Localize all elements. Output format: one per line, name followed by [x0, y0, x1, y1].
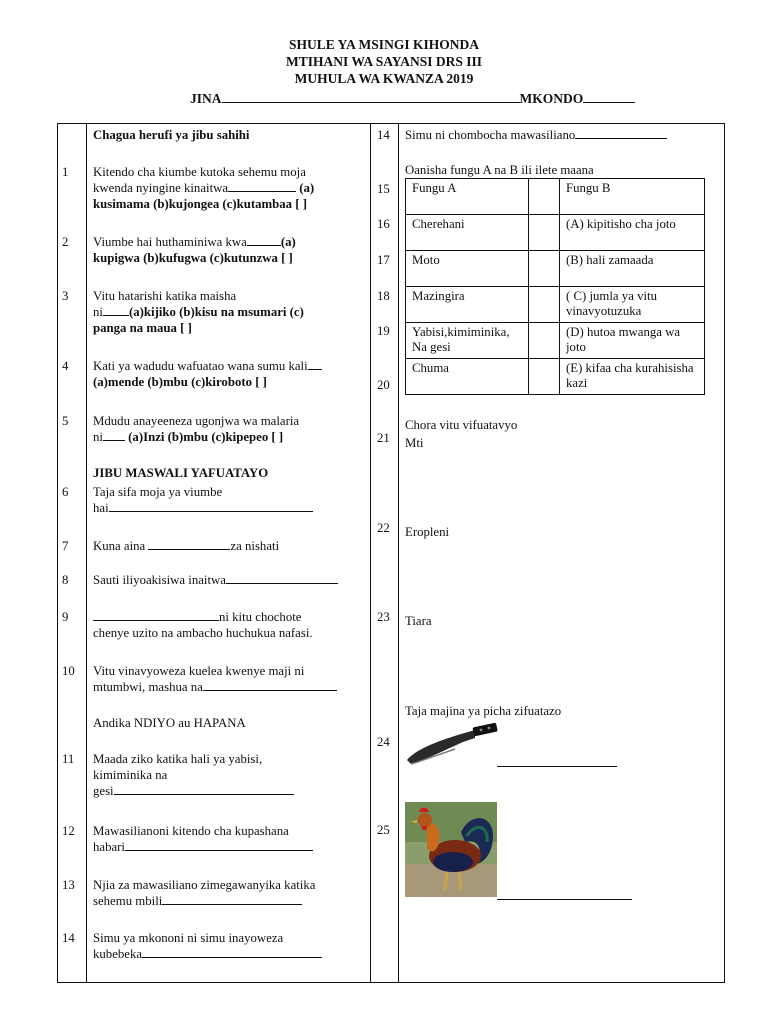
answer-blank[interactable]	[148, 538, 230, 550]
fungu-b-item: (B) hali zamaada	[560, 251, 705, 287]
question-number: 1	[62, 165, 69, 179]
picture-instruction: Taja majina ya picha zifuatazo	[405, 704, 562, 718]
stream-blank[interactable]	[583, 90, 635, 103]
machete-image	[405, 716, 499, 768]
answer-cell[interactable]	[529, 323, 560, 359]
question-8: Sauti iliyoakisiwa inaitwa	[93, 572, 365, 588]
question-number: 8	[62, 573, 69, 587]
answer-cell[interactable]	[529, 359, 560, 395]
draw-item-airplane: Eropleni	[405, 525, 450, 539]
matching-instruction: Oanisha fungu A na B ili ilete maana	[405, 163, 594, 177]
name-blank[interactable]	[222, 90, 520, 103]
answer-blank[interactable]	[109, 500, 313, 512]
drawing-area-tree[interactable]	[405, 455, 715, 515]
question-number: 22	[377, 521, 390, 535]
question-number: 24	[377, 735, 390, 749]
question-number: 21	[377, 431, 390, 445]
fungu-a-item: Moto	[406, 251, 529, 287]
drawing-area-airplane[interactable]	[405, 544, 715, 604]
school-name: SHULE YA MSINGI KIHONDA	[289, 37, 479, 52]
drawing-instruction: Chora vitu vifuatavyo	[405, 418, 518, 432]
fungu-a-item: Cherehani	[406, 215, 529, 251]
question-3: Vitu hatarishi katika maisha ni (a)kijiko (b)kisu na msumari (c) panga na maua [ ]	[93, 289, 304, 335]
question-number: 11	[62, 752, 75, 766]
matching-row	[406, 287, 705, 323]
answer-blank[interactable]	[308, 358, 322, 370]
fungu-a-item: Chuma	[406, 359, 529, 395]
question-13: Njia za mawasiliano zimegawanyika katika sehemu mbili	[93, 878, 316, 908]
answer-blank[interactable]	[114, 783, 294, 795]
answer-blank[interactable]	[226, 572, 338, 584]
name-label: JINA	[190, 91, 222, 106]
answer-blank[interactable]	[142, 946, 322, 958]
question-number: 16	[377, 217, 390, 231]
header-fungu-a: Fungu A	[406, 179, 529, 215]
question-number: 2	[62, 235, 69, 249]
instruction-answer-questions: JIBU MASWALI YAFUATAYO	[93, 466, 269, 480]
question-number: 25	[377, 823, 390, 837]
exam-header	[0, 36, 768, 87]
answer-blank[interactable]	[103, 304, 129, 316]
rooster-photo	[405, 802, 497, 897]
answer-blank[interactable]	[497, 755, 617, 767]
stream-label: MKONDO	[519, 91, 584, 106]
question-number: 20	[377, 378, 390, 392]
exam-title: MTIHANI WA SAYANSI DRS III	[285, 54, 483, 69]
answer-cell[interactable]	[529, 215, 560, 251]
answer-blank[interactable]	[203, 679, 337, 691]
draw-item-tree: Mti	[405, 436, 424, 450]
matching-header-row	[406, 179, 705, 215]
question-number: 13	[62, 878, 75, 892]
question-number: 6	[62, 485, 69, 499]
question-number: 3	[62, 289, 69, 303]
question-9: ni kitu chochote chenye uzito na ambacho huchukua nafasi.	[93, 610, 313, 640]
fungu-b-item: ( C) jumla ya vitu vinavyotuzuka	[560, 287, 705, 323]
header-fungu-b: Fungu B	[560, 179, 705, 215]
question-4: Kati ya wadudu wafuatao wana sumu kali (a)mende (b)mbu (c)kiroboto [ ]	[93, 358, 365, 390]
instruction-yes-no: Andika NDIYO au HAPANA	[93, 716, 246, 730]
question-number: 14	[62, 931, 75, 945]
question-6: Taja sifa moja ya viumbe hai	[93, 484, 365, 516]
matching-table	[405, 178, 705, 395]
answer-blank[interactable]	[125, 839, 313, 851]
center-column-divider	[370, 123, 371, 982]
question-1: Kitendo cha kiumbe kutoka sehemu moja kwenda nyingine kinaitwa (a) kusimama (b)kujongea (c)kutambaa [ ]	[93, 165, 315, 211]
answer-blank[interactable]	[93, 609, 219, 621]
answer-blank[interactable]	[228, 180, 296, 192]
question-7: Kuna aina za nishati	[93, 539, 280, 553]
fungu-b-item: (A) kipitisho cha joto	[560, 215, 705, 251]
question-number: 17	[377, 253, 390, 267]
answer-cell[interactable]	[529, 251, 560, 287]
question-number: 10	[62, 664, 75, 678]
question-11: Maada ziko katika hali ya yabisi, kimiminika na gesi	[93, 751, 365, 799]
drawing-area-kite[interactable]	[405, 633, 715, 693]
answer-blank[interactable]	[247, 234, 281, 246]
question-5: Mdudu anayeeneza ugonjwa wa malaria ni (a)Inzi (b)mbu (c)kipepeo [ ]	[93, 414, 300, 444]
matching-row	[406, 215, 705, 251]
question-10: Vitu vinavyoweza kuelea kwenye maji ni mtumbwi, mashua na	[93, 663, 365, 695]
fungu-b-item: (E) kifaa cha kurahisisha kazi	[560, 359, 705, 395]
instruction-choose-letter: Chagua herufi ya jibu sahihi	[93, 128, 250, 142]
question-number: 12	[62, 824, 75, 838]
question-number: 18	[377, 289, 390, 303]
fungu-b-item: (D) hutoa mwanga wa joto	[560, 323, 705, 359]
matching-row	[406, 251, 705, 287]
answer-blank[interactable]	[575, 127, 667, 139]
question-number: 9	[62, 610, 69, 624]
question-number: 15	[377, 182, 390, 196]
exam-term: MUHULA WA KWANZA 2019	[294, 71, 474, 86]
question-number: 7	[62, 539, 69, 553]
answer-cell[interactable]	[529, 287, 560, 323]
answer-blank[interactable]	[103, 429, 125, 441]
left-number-column-divider	[86, 123, 87, 982]
question-number: 23	[377, 610, 390, 624]
answer-blank[interactable]	[497, 888, 632, 900]
answer-cell[interactable]	[529, 179, 560, 215]
question-number: 4	[62, 359, 69, 373]
question-14-left: Simu ya mkononi ni simu inayoweza kubebeka	[93, 930, 365, 962]
question-14-right: Simu ni chombocha mawasiliano	[405, 127, 720, 143]
question-2: Viumbe hai huthaminiwa kwa (a) kupigwa (b)kufugwa (c)kutunzwa [ ]	[93, 235, 296, 265]
matching-row	[406, 323, 705, 359]
fungu-a-item: Mazingira	[406, 287, 529, 323]
answer-blank[interactable]	[162, 893, 302, 905]
question-12: Mawasilianoni kitendo cha kupashana habari	[93, 823, 365, 855]
fungu-a-item: Yabisi,kimiminika, Na gesi	[406, 323, 529, 359]
question-number: 19	[377, 324, 390, 338]
name-stream-row	[190, 90, 635, 107]
question-number: 5	[62, 414, 69, 428]
right-number-column-divider	[398, 123, 399, 982]
question-number: 14	[377, 128, 390, 142]
draw-item-kite: Tiara	[405, 614, 432, 628]
matching-row	[406, 359, 705, 395]
